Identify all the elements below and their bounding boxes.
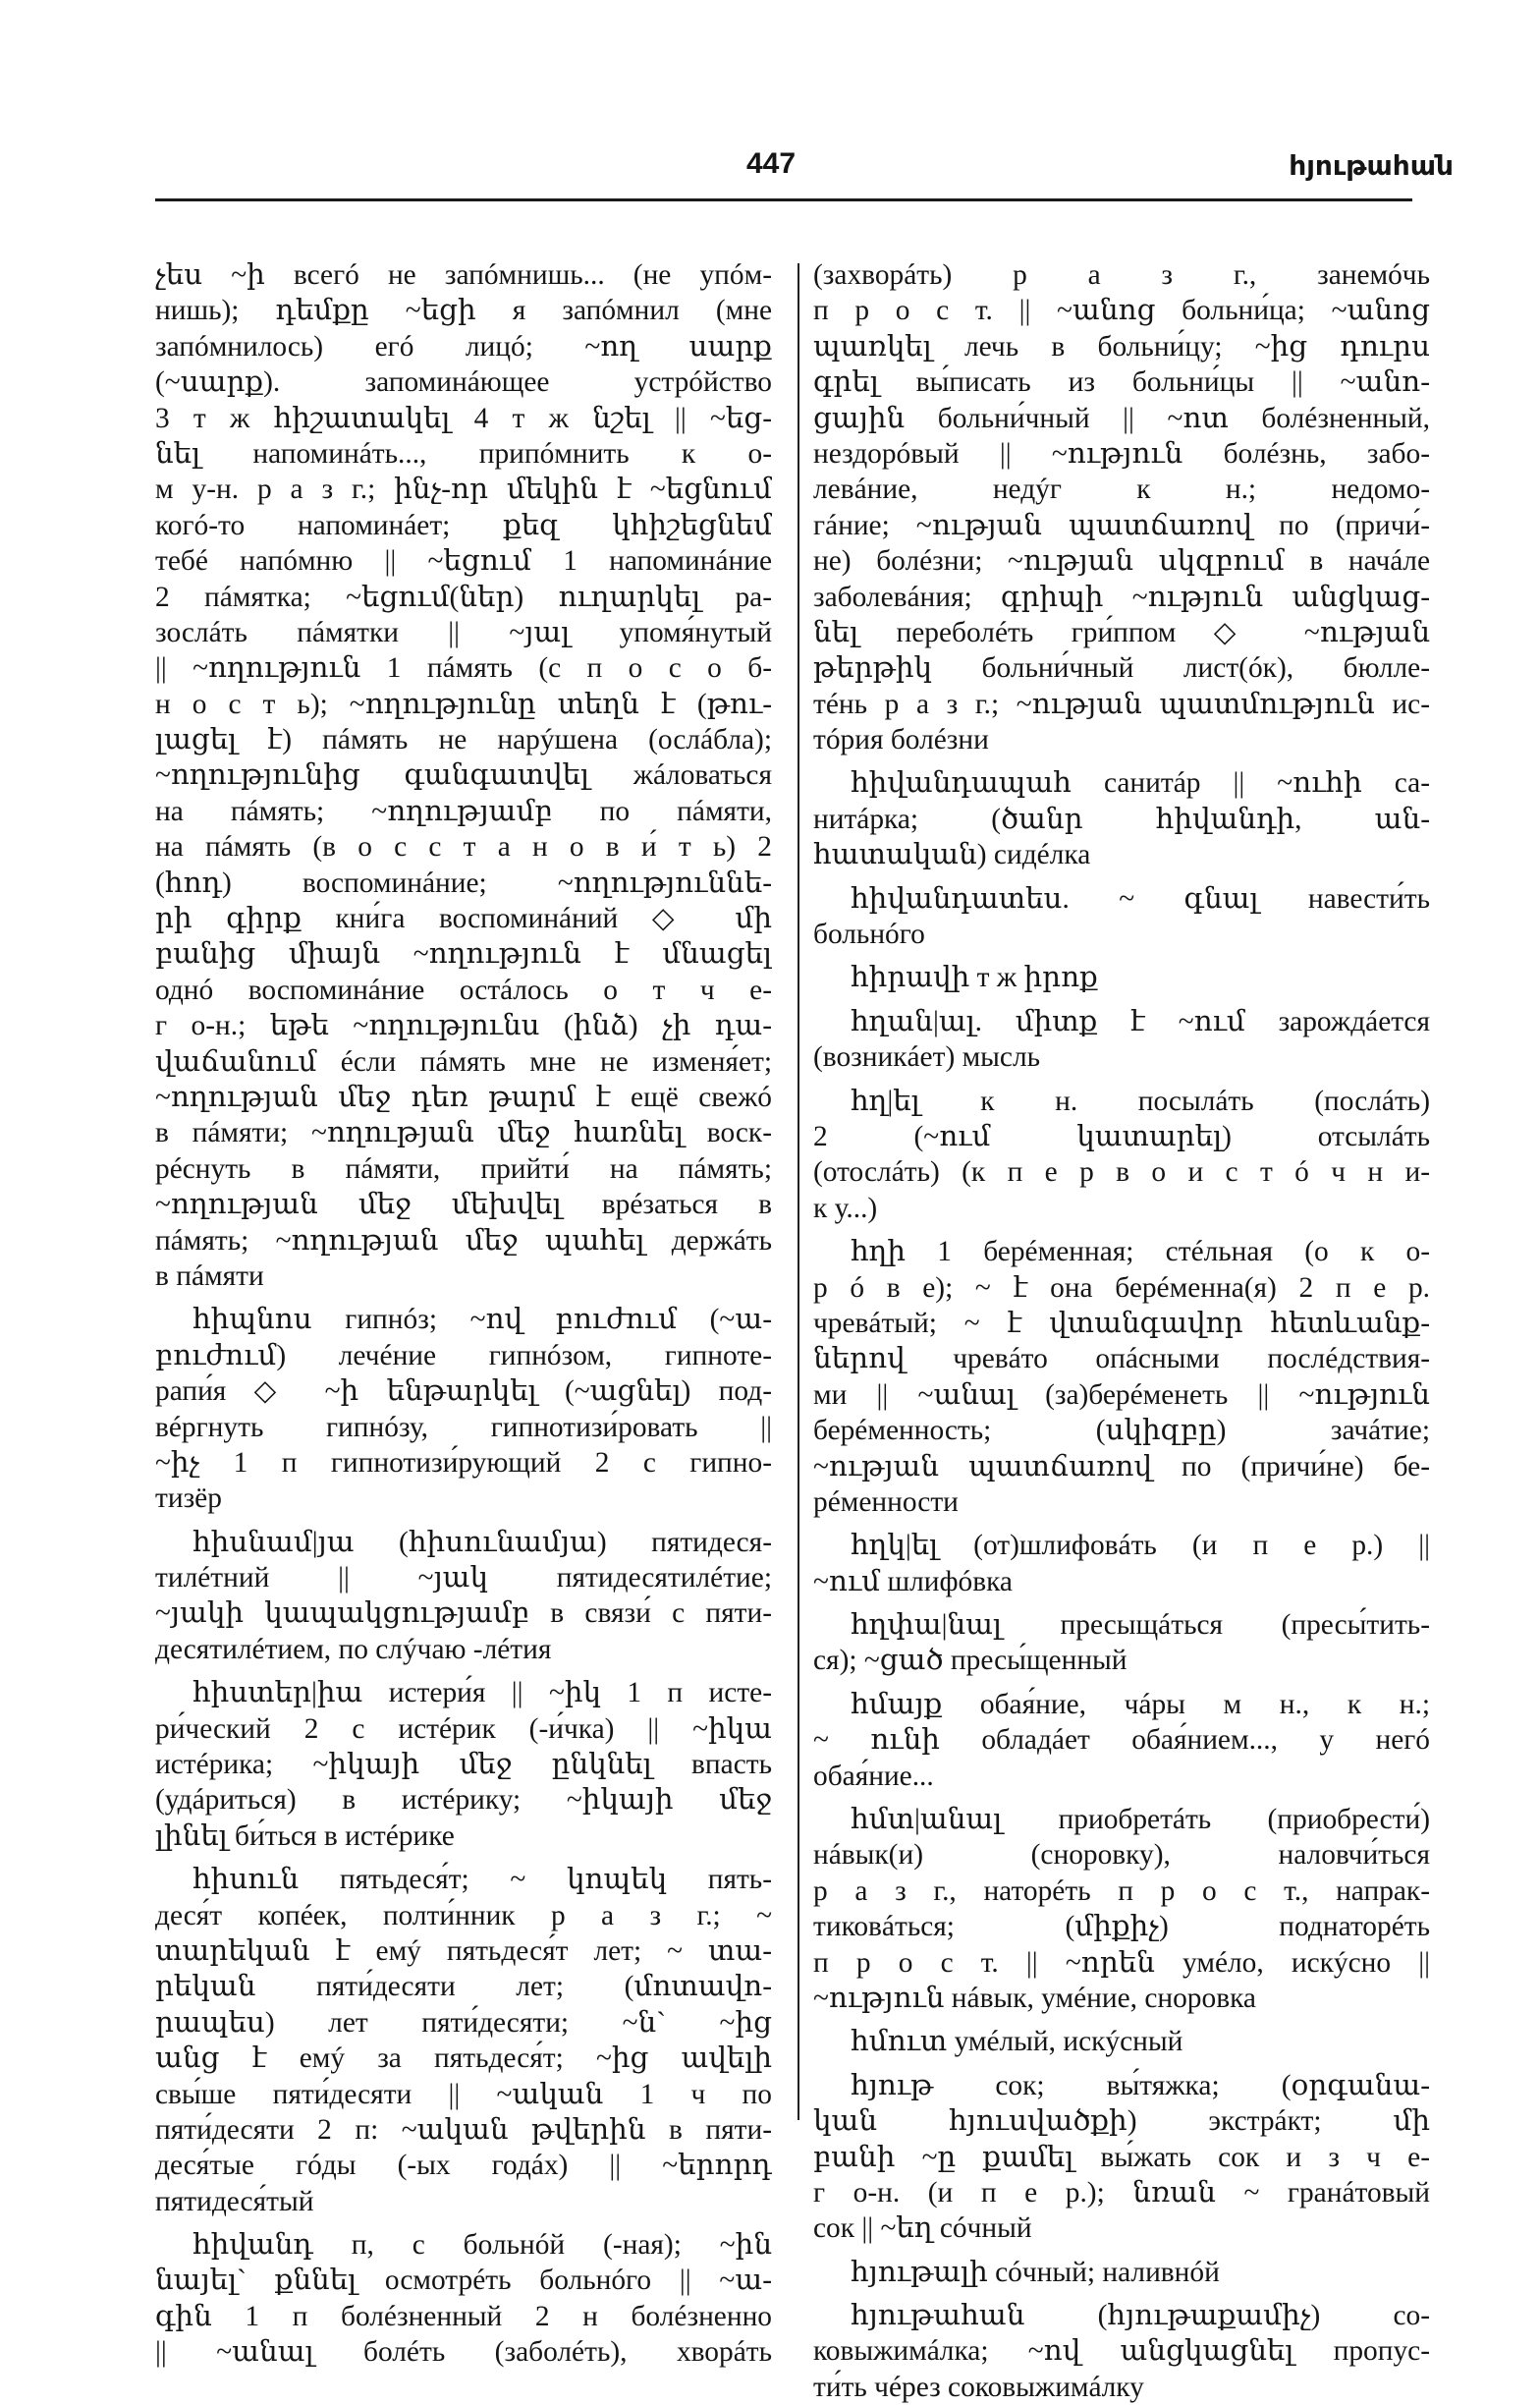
entry-line: м у-н. р а з г.; ինչ-որ մեկին է ~եցնում	[155, 474, 772, 506]
entry-line: тизёр	[155, 1482, 222, 1515]
entry-headline: հիսնամ|յա (հիսունամյա) пятидеся-	[192, 1526, 772, 1558]
entry-line: рéменности	[813, 1485, 959, 1518]
entry-line: тиковáться; (միքիչ) поднаторéть	[813, 1911, 1430, 1943]
entry-line: однó воспоминáние остáлось о т ч е-	[155, 974, 772, 1006]
entry-line: нездорóвый || ~ություն болéзнь, забо-	[813, 437, 1430, 470]
entry-headline: հղի 1 берéменная; стéльная (о к о-	[851, 1236, 1430, 1268]
entry-line: ~ողությունից գանգատվել жáловаться	[155, 759, 772, 792]
entry-line: 2 пáмятка; ~եցում(ներ) ուղարկել ра-	[155, 581, 772, 613]
entry-line: на пáмять (в о с с т а н о в и́ т ь) 2	[155, 831, 772, 864]
entry-line: թերթիկ больни́чный лист(óк), бюлле-	[813, 652, 1430, 685]
entry-line: 2 (~ում կատարել) отсылáть	[813, 1120, 1430, 1152]
entry-line: կան հյուսվածքի) экстрáкт; մի	[813, 2105, 1430, 2138]
entry-line: ри́ческий 2 с истéрик (-и́чка) || ~իկա	[155, 1712, 772, 1745]
entry-line: р ó в е); ~ է она берéменна(я) 2 п е р.	[813, 1271, 1430, 1304]
entry-gap	[155, 2219, 772, 2227]
entry-headline: հիստեր|իա истери́я || ~իկ 1 п исте-	[192, 1677, 772, 1709]
entry-headline: հիվանդապահ санитáр || ~ուհի са-	[851, 767, 1430, 800]
entry-headline: հմուտ умéлый, искýсный	[851, 2026, 1183, 2058]
left-column	[155, 257, 772, 2371]
entry-gap	[813, 873, 1430, 881]
entry-line: тебé напóмню || ~եցում 1 напоминáние	[155, 545, 772, 578]
column-divider	[798, 263, 799, 2120]
entry-line: րեկան пяти́десяти лет; (մոտավո-	[155, 1971, 772, 2003]
entry-line: левáние, недýг к н.; недомо-	[813, 474, 1430, 506]
entry-line: на пáмять; ~ողությամբ по пáмяти,	[155, 795, 772, 827]
entry-line: ~իչ 1 п гипнотизи́рующий 2 с гипно-	[155, 1446, 772, 1479]
entry-line: (հոդ) воспоминáние; ~ողություննե-	[155, 867, 772, 899]
entry-line: рапи́я ◇ ~ի ենթարկել (~ացնել) под-	[155, 1375, 772, 1408]
entry-line: когó-то напоминáет; քեզ կհիշեցնեմ	[155, 509, 772, 541]
entry-line: (~սարք). запоминáющее устрóйство	[155, 366, 772, 399]
entry-gap	[813, 1226, 1430, 1234]
entry-gap	[813, 757, 1430, 765]
entry-gap	[813, 1794, 1430, 1802]
running-head: հյութահան	[1289, 149, 1454, 182]
entry-line: р а з г., наторéть п р о с т., напрак-	[813, 1874, 1430, 1907]
entry-headline: հիվանդատես. ~ գնալ навести́ть	[851, 882, 1430, 915]
entry-line: ми || ~անալ (за)берéменеть || ~ություն	[813, 1378, 1430, 1411]
right-column	[813, 257, 1430, 2405]
entry-headline: հղան|ալ. միտք է ~ում зарождáется	[851, 1005, 1430, 1037]
entry-line: (удáриться) в истéрику; ~իկայի մեջ	[155, 1784, 772, 1817]
entry-line: вéргнуть гипнóзу, гипнотизи́ровать ||	[155, 1411, 772, 1443]
entry-gap	[155, 1517, 772, 1525]
entry-line: заболевáния; գրիպի ~ություն անցկաց-	[813, 581, 1430, 613]
entry-headline: հմտ|անալ приобретáть (приобрести́)	[851, 1804, 1430, 1836]
entry-line: п р о с т. || ~որեն умéло, искýсно ||	[813, 1946, 1430, 1979]
entry-line: բանից միայն ~ողություն է մնացել	[155, 938, 772, 971]
entry-line: 3 т ж հիշատակել 4 т ж նշել || ~եց-	[155, 402, 772, 434]
entry-line: ~ ունի обладáет обая́нием..., у негó	[813, 1724, 1430, 1757]
entry-line: свы́ше пяти́десяти || ~ական 1 ч по	[155, 2078, 772, 2110]
entry-line: п р о с т. || ~անոց больни́ца; ~անոց	[813, 295, 1430, 327]
entry-gap	[813, 2016, 1430, 2024]
entry-line: пятидеся́тый	[155, 2185, 314, 2217]
entry-line: չես ~ի всегó не запóмнишь... (не упóм-	[155, 259, 772, 291]
entry-line: тилéтний || ~յակ пятидесятилéтие;	[155, 1562, 772, 1594]
entry-line: г о-н. (и п е р.); նռան ~ гранáтовый	[813, 2176, 1430, 2209]
entry-headline: հիրավի т ж իրոք	[851, 962, 1098, 994]
entry-line: բուժում) лечéние гипнóзом, гипноте-	[155, 1339, 772, 1371]
entry-line: истéрика; ~իկայի մեջ ընկնել впасть	[155, 1749, 772, 1781]
entry-line: բանի ~ը քամել вы́жать сок и з ч е-	[813, 2141, 1430, 2173]
entry-headline: հյութալի сóчный; наливнóй	[851, 2256, 1220, 2288]
entry-line: րի գիրք кни́га воспоминáний ◇ մի	[155, 903, 772, 935]
entry-line: || ~անալ болéть (заболéть), хворáть	[155, 2336, 772, 2369]
entry-gap	[813, 1520, 1430, 1528]
entry-headline: հիպնոս гипнóз; ~ով բուժում (~ա-	[192, 1304, 772, 1336]
entry-line: в пáмяти; ~ողության մեջ հառնել воск-	[155, 1117, 772, 1149]
entry-headline: հյութահան (հյութաքամիչ) со-	[851, 2300, 1430, 2332]
entry-line: ցային больни́чный || ~ոտ болéзненный,	[813, 402, 1430, 434]
entry-line: հատական) сидéлка	[813, 839, 1091, 871]
entry-line: тóрия болéзни	[813, 724, 989, 756]
entry-line: լացել է) пáмять не нарýшена (ослáбла);	[155, 724, 772, 756]
entry-gap	[155, 1667, 772, 1675]
entry-line: նայել` քննել осмотрéть больнóго || ~ա-	[155, 2265, 772, 2297]
header-rule	[155, 198, 1412, 201]
entry-line: сок || ~եղ сóчный	[813, 2212, 1032, 2245]
entry-headline: հղփա|նալ пресыщáться (пресы́тить-	[851, 1609, 1430, 1642]
entry-headline: հյութ сок; вы́тяжка; (օրգանա-	[851, 2069, 1430, 2101]
entry-line: (отослáть) (к п е р в о и с т ó ч н и-	[813, 1156, 1430, 1189]
entry-gap	[155, 1294, 772, 1302]
entry-line: десятилéтием, по слýчаю -лéтия	[155, 1633, 552, 1665]
entry-line: деся́тые гóды (-ых годáх) || ~երորդ	[155, 2150, 772, 2182]
entry-headline: հղկ|ել (от)шлифовáть (и п е р.) ||	[851, 1530, 1430, 1562]
entry-line: ти́ть чéрез соковыжимáлку	[813, 2371, 1144, 2403]
entry-line: тéнь р а з г.; ~ության պատմություն ис-	[813, 688, 1430, 720]
entry-line: լինել би́ться в истéрике	[155, 1819, 455, 1852]
entry-line: г о-н.; եթե ~ողությունս (ինձ) չի դա-	[155, 1010, 772, 1042]
entry-gap	[813, 2290, 1430, 2298]
entry-line: нишь); դեմքը ~եցի я запóмнил (мне	[155, 295, 772, 327]
entry-line: нáвык(и) (сноровку), наловчи́ться	[813, 1839, 1430, 1872]
entry-headline: հիսուն пятьдеся́т; ~ կոպեկ пять-	[192, 1864, 772, 1896]
entry-headline: հղ|ել к н. посылáть (послáть)	[851, 1085, 1430, 1117]
entry-line: ներով чревáто опáсными послéдствия-	[813, 1343, 1430, 1375]
entry-line: ~ության պատճառով по (причи́не) бе-	[813, 1450, 1430, 1482]
entry-line: деся́т копéек, полти́нник р а з г.; ~	[155, 1899, 772, 1931]
entry-line: նել напоминáть..., припóмнить к о-	[155, 437, 772, 470]
entry-line: ~ողության մեջ դեռ թարմ է ещё свежó	[155, 1081, 772, 1113]
entry-line: обая́ние...	[813, 1760, 934, 1792]
entry-gap	[155, 1854, 772, 1862]
entry-line: гáние; ~ության պատճառով по (причи́-	[813, 509, 1430, 541]
entry-line: գրել вы́писать из больни́цы || ~անո-	[813, 366, 1430, 399]
entry-line: ~ություն нáвык, умéние, сноровка	[813, 1982, 1256, 2014]
entry-line: берéменность; (սկիզբը) зачáтие;	[813, 1415, 1430, 1447]
entry-line: ковыжимáлка; ~ով անցկացնել пропус-	[813, 2335, 1430, 2368]
entry-line: || ~ողություն 1 пáмять (с п о с о б-	[155, 652, 772, 685]
entry-gap	[813, 2060, 1430, 2068]
entry-line: րապես) лет пяти́десяти; ~ն` ~ից	[155, 2006, 772, 2039]
entry-headline: հիվանդ п, с больнóй (-ная); ~ին	[192, 2229, 772, 2262]
entry-line: зослáть пáмятки || ~յալ упомя́нутый	[155, 616, 772, 648]
entry-line: в пáмяти	[155, 1259, 264, 1292]
entry-line: не) болéзни; ~ության սկզբում в начáле	[813, 545, 1430, 578]
entry-line: рéснуть в пáмяти, прийти́ на пáмять;	[155, 1152, 772, 1185]
entry-line: чревáтый; ~ է վտանգավոր հետևանք-	[813, 1307, 1430, 1339]
entry-line: (возникáет) мысль	[813, 1041, 1041, 1074]
entry-line: վաճանում éсли пáмять мне не изменя́ет;	[155, 1045, 772, 1078]
entry-line: пáмять; ~ողության մեջ պահել держáть	[155, 1224, 772, 1257]
entry-gap	[813, 1076, 1430, 1084]
entry-line: գին 1 п болéзненный 2 н болéзненно	[155, 2300, 772, 2332]
entry-line: ся); ~ցած пресы́щенный	[813, 1645, 1128, 1677]
entry-line: պառկել лечь в больни́цу; ~ից դուրս	[813, 330, 1430, 363]
entry-line: տարեկան է емý пятьдеся́т лет; ~ տա-	[155, 1934, 772, 1967]
entry-gap	[813, 1599, 1430, 1607]
entry-line: пяти́десяти 2 п: ~ական թվերին в пяти-	[155, 2113, 772, 2146]
entry-line: անց է емý за пятьдеся́т; ~ից ավելի	[155, 2042, 772, 2075]
entry-line: запóмнилось) егó лицó; ~ող սարք	[155, 330, 772, 363]
entry-line: (захворáть) р а з г., занемóчь	[813, 259, 1430, 291]
entry-gap	[813, 1679, 1430, 1687]
entry-line: больнóго	[813, 919, 925, 951]
entry-gap	[813, 996, 1430, 1004]
entry-gap	[813, 2247, 1430, 2255]
entry-line: ~յակի կապակցությամբ в связи́ с пяти-	[155, 1597, 772, 1630]
entry-line: нитáрка; (ծանր հիվանդի, ան-	[813, 803, 1430, 835]
entry-line: н о с т ь); ~ողությունը տեղն է (թու-	[155, 688, 772, 720]
entry-line: ~ողության մեջ մեխվել врéзаться в	[155, 1189, 772, 1221]
entry-line: к у...)	[813, 1192, 878, 1224]
entry-gap	[813, 952, 1430, 960]
entry-line: ~ում шлифóвка	[813, 1565, 1013, 1597]
entry-line: նել переболéть гри́ппом ◇ ~ության	[813, 616, 1430, 648]
entry-headline: հմայք обая́ние, чáры м н., к н.;	[851, 1688, 1430, 1720]
page-number: 447	[746, 147, 797, 180]
